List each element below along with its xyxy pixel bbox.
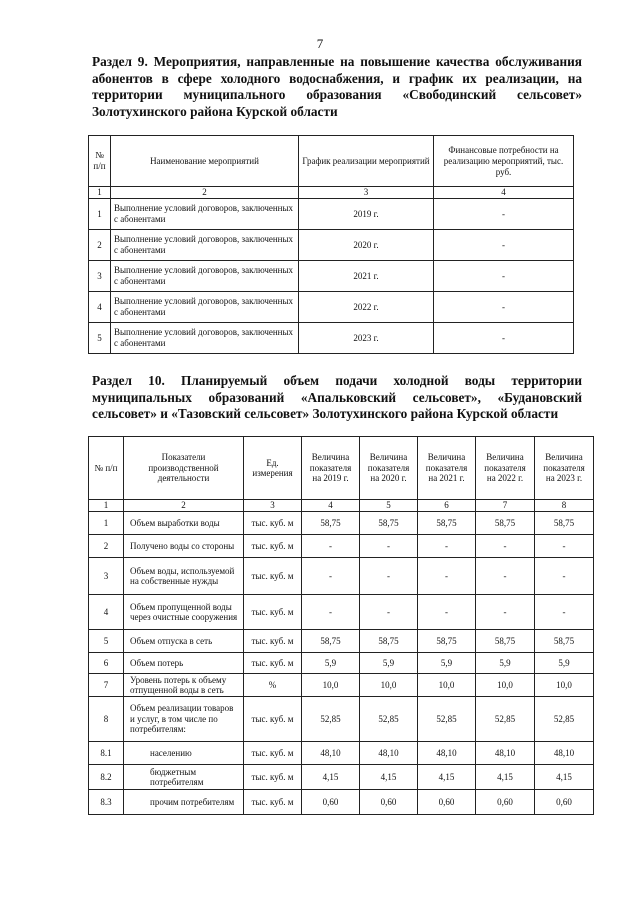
table-row	[89, 512, 594, 535]
value-2020: 0,60	[360, 790, 418, 815]
indicator-name: Объем потерь	[124, 653, 244, 674]
value-2021: 4,15	[418, 765, 476, 790]
value-2019: 58,75	[302, 512, 360, 535]
unit: тыс. куб. м	[244, 535, 302, 558]
section10-heading: Раздел 10. Планируемый объем подачи холодной воды территории муниципальных образований «Апальковский сельсовет», «Будановский сельсовет» и «Тазовский сельсовет» Золотухинского района Курской области	[92, 373, 582, 421]
value-2021: 10,0	[418, 674, 476, 697]
measure-name: Выполнение условий договоров, заключенных с абонентами	[111, 230, 299, 261]
value-2022: -	[476, 535, 535, 558]
table-row	[89, 323, 574, 354]
column-index: 7	[476, 500, 535, 512]
row-number: 6	[89, 653, 124, 674]
table-row	[89, 742, 594, 765]
unit: тыс. куб. м	[244, 790, 302, 815]
financial-needs: -	[434, 230, 574, 261]
column-header: Показатели производственной деятельности	[124, 437, 244, 500]
row-number: 5	[89, 323, 111, 354]
unit: тыс. куб. м	[244, 630, 302, 653]
value-2023: 52,85	[535, 697, 594, 742]
measure-name: Выполнение условий договоров, заключенных с абонентами	[111, 323, 299, 354]
value-2023: 48,10	[535, 742, 594, 765]
table-row	[89, 674, 594, 697]
value-2019: 58,75	[302, 630, 360, 653]
page-number: 7	[316, 36, 324, 51]
value-2019: -	[302, 535, 360, 558]
table-row	[89, 653, 594, 674]
column-header: Наименование мероприятий	[111, 136, 299, 187]
table-header-row	[89, 136, 574, 187]
column-index: 5	[360, 500, 418, 512]
indicator-name: Объем выработки воды	[124, 512, 244, 535]
column-header: Величина показателя на 2023 г.	[535, 437, 594, 500]
value-2022: 48,10	[476, 742, 535, 765]
table-row	[89, 765, 594, 790]
column-index-row	[89, 187, 574, 199]
measure-name: Выполнение условий договоров, заключенных с абонентами	[111, 292, 299, 323]
column-index: 4	[302, 500, 360, 512]
table-row	[89, 697, 594, 742]
value-2022: -	[476, 595, 535, 630]
schedule-year: 2019 г.	[299, 199, 434, 230]
value-2021: 52,85	[418, 697, 476, 742]
row-number: 2	[89, 535, 124, 558]
row-number: 8.3	[89, 790, 124, 815]
value-2021: 0,60	[418, 790, 476, 815]
indicator-name: бюджетным потребителям	[124, 765, 244, 790]
table-header-row	[89, 437, 594, 500]
column-index: 8	[535, 500, 594, 512]
measure-name: Выполнение условий договоров, заключенных с абонентами	[111, 261, 299, 292]
column-index: 2	[124, 500, 244, 512]
value-2019: -	[302, 595, 360, 630]
unit: %	[244, 674, 302, 697]
table-row	[89, 261, 574, 292]
row-number: 8.2	[89, 765, 124, 790]
section9-heading: Раздел 9. Мероприятия, направленные на повышение качества обслуживания абонентов в сфере холодного водоснабжения, и график их реализации, на территории муниципального образования «Свободинский сельсовет» Золотухинского района Курской области	[92, 54, 582, 119]
value-2020: 48,10	[360, 742, 418, 765]
unit: тыс. куб. м	[244, 595, 302, 630]
value-2021: -	[418, 535, 476, 558]
value-2019: 0,60	[302, 790, 360, 815]
table-row	[89, 292, 574, 323]
row-number: 8.1	[89, 742, 124, 765]
schedule-year: 2020 г.	[299, 230, 434, 261]
value-2020: 4,15	[360, 765, 418, 790]
value-2022: 4,15	[476, 765, 535, 790]
row-number: 1	[89, 512, 124, 535]
schedule-year: 2021 г.	[299, 261, 434, 292]
value-2023: 10,0	[535, 674, 594, 697]
column-header: Величина показателя на 2020 г.	[360, 437, 418, 500]
column-index: 2	[111, 187, 299, 199]
value-2020: 10,0	[360, 674, 418, 697]
row-number: 4	[89, 595, 124, 630]
value-2022: 5,9	[476, 653, 535, 674]
unit: тыс. куб. м	[244, 697, 302, 742]
indicator-name: Объем воды, используемой на собственные нужды	[124, 558, 244, 595]
unit: тыс. куб. м	[244, 742, 302, 765]
value-2023: -	[535, 558, 594, 595]
unit: тыс. куб. м	[244, 765, 302, 790]
unit: тыс. куб. м	[244, 558, 302, 595]
value-2019: -	[302, 558, 360, 595]
row-number: 8	[89, 697, 124, 742]
column-index: 1	[89, 500, 124, 512]
measure-name: Выполнение условий договоров, заключенных с абонентами	[111, 199, 299, 230]
financial-needs: -	[434, 261, 574, 292]
value-2022: 10,0	[476, 674, 535, 697]
column-header: График реализации мероприятий	[299, 136, 434, 187]
table-row	[89, 790, 594, 815]
column-header: Величина показателя на 2022 г.	[476, 437, 535, 500]
value-2019: 48,10	[302, 742, 360, 765]
value-2023: 0,60	[535, 790, 594, 815]
value-2020: -	[360, 535, 418, 558]
schedule-year: 2022 г.	[299, 292, 434, 323]
value-2023: -	[535, 595, 594, 630]
value-2020: 52,85	[360, 697, 418, 742]
financial-needs: -	[434, 292, 574, 323]
indicator-name: прочим потребителям	[124, 790, 244, 815]
column-index: 3	[244, 500, 302, 512]
column-index: 4	[434, 187, 574, 199]
value-2020: -	[360, 558, 418, 595]
value-2020: 5,9	[360, 653, 418, 674]
financial-needs: -	[434, 323, 574, 354]
table-row	[89, 535, 594, 558]
value-2020: -	[360, 595, 418, 630]
value-2023: 5,9	[535, 653, 594, 674]
column-header: Финансовые потребности на реализацию мероприятий, тыс. руб.	[434, 136, 574, 187]
value-2021: 5,9	[418, 653, 476, 674]
value-2023: 4,15	[535, 765, 594, 790]
table-row	[89, 558, 594, 595]
column-header: № п/п	[89, 136, 111, 187]
indicator-name: Объем пропущенной воды через очистные сооружения	[124, 595, 244, 630]
value-2023: 58,75	[535, 630, 594, 653]
value-2021: 58,75	[418, 630, 476, 653]
value-2019: 4,15	[302, 765, 360, 790]
row-number: 5	[89, 630, 124, 653]
value-2021: 58,75	[418, 512, 476, 535]
row-number: 7	[89, 674, 124, 697]
indicator-name: населению	[124, 742, 244, 765]
column-header: № п/п	[89, 437, 124, 500]
column-index: 1	[89, 187, 111, 199]
section10-table	[88, 436, 594, 815]
section9-table	[88, 135, 574, 354]
table-row	[89, 199, 574, 230]
value-2021: -	[418, 595, 476, 630]
column-index-row	[89, 500, 594, 512]
unit: тыс. куб. м	[244, 653, 302, 674]
value-2020: 58,75	[360, 630, 418, 653]
table-row	[89, 595, 594, 630]
value-2022: 52,85	[476, 697, 535, 742]
row-number: 2	[89, 230, 111, 261]
value-2019: 52,85	[302, 697, 360, 742]
value-2023: 58,75	[535, 512, 594, 535]
schedule-year: 2023 г.	[299, 323, 434, 354]
value-2022: 58,75	[476, 512, 535, 535]
column-index: 3	[299, 187, 434, 199]
value-2022: 58,75	[476, 630, 535, 653]
value-2022: -	[476, 558, 535, 595]
row-number: 1	[89, 199, 111, 230]
value-2019: 10,0	[302, 674, 360, 697]
indicator-name: Получено воды со стороны	[124, 535, 244, 558]
value-2019: 5,9	[302, 653, 360, 674]
row-number: 3	[89, 261, 111, 292]
column-header: Величина показателя на 2021 г.	[418, 437, 476, 500]
value-2020: 58,75	[360, 512, 418, 535]
column-header: Ед. измерения	[244, 437, 302, 500]
row-number: 3	[89, 558, 124, 595]
financial-needs: -	[434, 199, 574, 230]
value-2022: 0,60	[476, 790, 535, 815]
value-2023: -	[535, 535, 594, 558]
table-row	[89, 630, 594, 653]
indicator-name: Объем отпуска в сеть	[124, 630, 244, 653]
indicator-name: Уровень потерь к объему отпущенной воды в сеть	[124, 674, 244, 697]
row-number: 4	[89, 292, 111, 323]
indicator-name: Объем реализации товаров и услуг, в том числе по потребителям:	[124, 697, 244, 742]
column-index: 6	[418, 500, 476, 512]
value-2021: -	[418, 558, 476, 595]
value-2021: 48,10	[418, 742, 476, 765]
column-header: Величина показателя на 2019 г.	[302, 437, 360, 500]
unit: тыс. куб. м	[244, 512, 302, 535]
table-row	[89, 230, 574, 261]
